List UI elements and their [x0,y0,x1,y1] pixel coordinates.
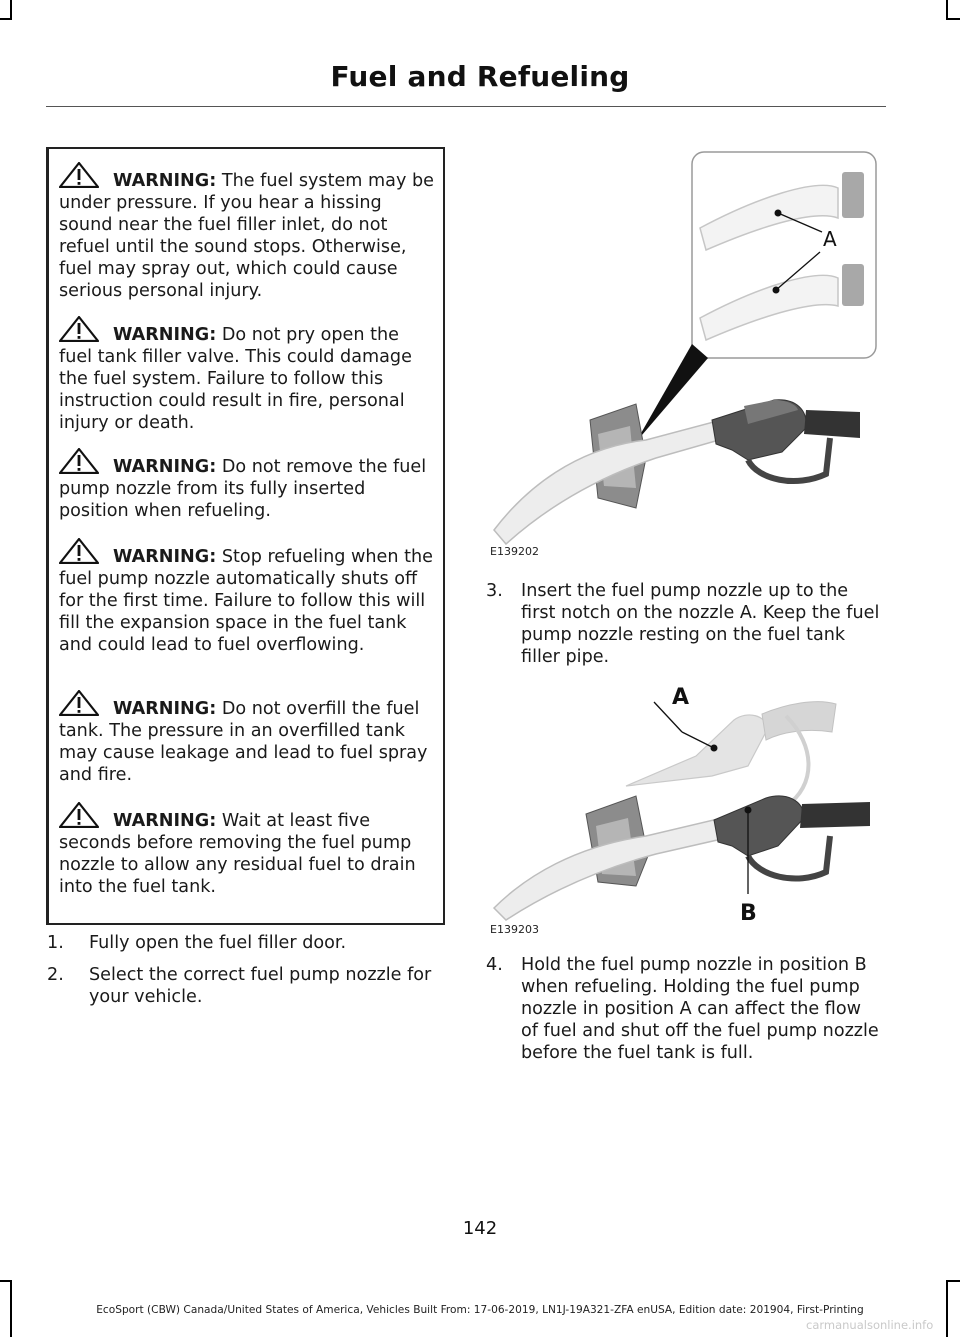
warning-text: Stop refueling when the fuel pump nozzle automatically shuts off for the first time. Failure to follow this will fill the expansion space in the fuel tank and could lead to fuel overflowing. [59,547,433,655]
warning-text: Wait at least five seconds before removing the fuel pump nozzle to allow any residual fuel to drain into the fuel tank. [59,811,416,897]
warning-keyword: WARNING: [113,811,217,831]
crop-mark [946,1280,960,1282]
footer-edition-info: EcoSport (CBW) Canada/United States of America, Vehicles Built From: 17-06-2019, LN1J-19A321-ZFA enUSA, Edition date: 201904, First-Printing [96,1304,864,1316]
step-number: 3. [486,581,503,601]
step-number: 4. [486,955,503,975]
warning-text: Do not remove the fuel pump nozzle from its fully inserted position when refueling. [59,457,427,521]
warning-keyword: WARNING: [113,699,217,719]
warning-triangle-icon [59,448,99,474]
figure-code: E139202 [490,545,539,558]
warning-6 [59,802,437,898]
warning-triangle-icon [59,316,99,342]
step-number: 1. [47,933,64,953]
warning-3 [59,448,437,522]
figure-nozzle-notches [486,148,886,558]
crop-mark [10,0,12,18]
crop-mark [0,1280,12,1282]
warning-text: Do not overfill the fuel tank. The pressure in an overfilled tank may cause leakage and lead to fuel spray and fire. [59,699,428,785]
figure-label-b: B [740,901,757,926]
page-number: 142 [462,1218,498,1239]
figure-code: E139203 [490,923,539,936]
warning-keyword: WARNING: [113,457,217,477]
warning-triangle-icon [59,538,99,564]
step-text: Insert the fuel pump nozzle up to the first notch on the nozzle A. Keep the fuel pump nozzle resting on the fuel tank filler pipe. [521,581,880,667]
figure-nozzle-positions [486,676,886,926]
warning-4 [59,538,437,656]
warning-keyword: WARNING: [113,171,217,191]
crop-mark [0,18,12,20]
crop-mark [946,18,960,20]
crop-mark [946,0,948,18]
warning-1 [59,162,437,302]
step-text: Fully open the fuel filler door. [89,933,347,953]
warning-5 [59,690,437,786]
figure-label-a: A [823,227,837,251]
warning-triangle-icon [59,802,99,828]
watermark: carmanualsonline.info [806,1318,934,1332]
warning-triangle-icon [59,690,99,716]
page-title: Fuel and Refueling [330,60,630,93]
warning-text: The fuel system may be under pressure. If you hear a hissing sound near the fuel filler inlet, do not refuel until the sound stops. Otherwise, fuel may spray out, which could cause serious personal injury. [59,171,434,301]
figure-label-a: A [672,685,690,710]
warning-keyword: WARNING: [113,325,217,345]
step-text: Select the correct fuel pump nozzle for your vehicle. [89,965,432,1007]
warning-keyword: WARNING: [113,547,217,567]
step-number: 2. [47,965,64,985]
step-text: Hold the fuel pump nozzle in position B when refueling. Holding the fuel pump nozzle in position A can affect the flow of fuel and shut off the fuel pump nozzle before the fuel tank is full. [521,955,879,1063]
header-rule [46,106,886,107]
warning-text: Do not pry open the fuel tank filler valve. This could damage the fuel system. Failure to follow this instruction could result in fire, personal injury or death. [59,325,412,433]
warning-2 [59,316,437,434]
warning-triangle-icon [59,162,99,188]
